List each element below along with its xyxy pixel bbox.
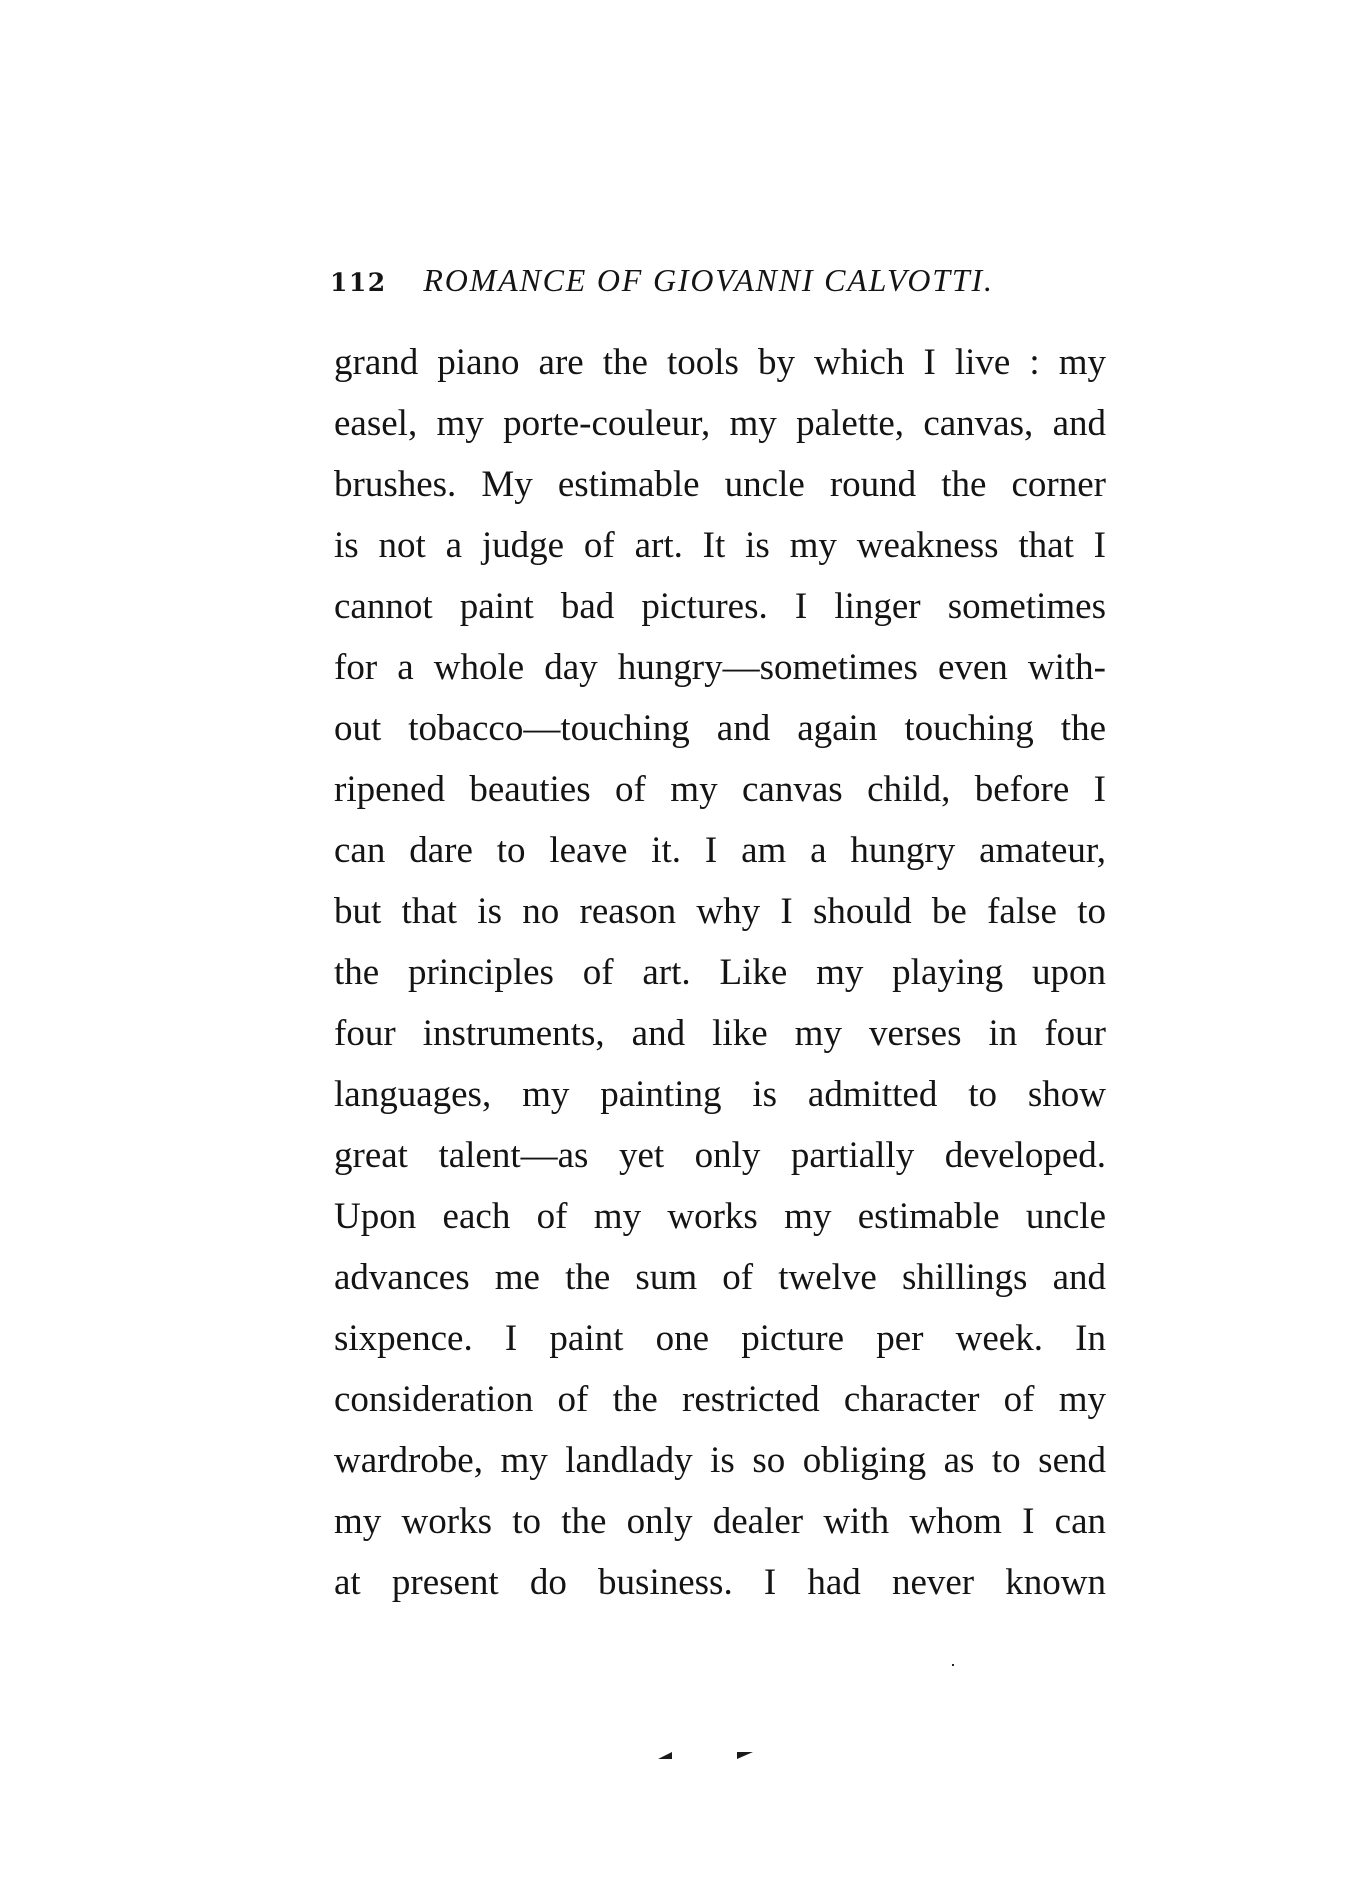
- text-line: for a whole day hungry—sometimes even with-: [334, 647, 1106, 688]
- text-line: out tobacco—touching and again touching the: [334, 708, 1106, 749]
- text-line: is not a judge of art. It is my weakness that I: [334, 525, 1106, 566]
- text-line: four instruments, and like my verses in four: [334, 1013, 1106, 1054]
- text-line: Upon each of my works my estimable uncle: [334, 1196, 1106, 1237]
- text-line: ripened beauties of my canvas child, before I: [334, 769, 1106, 810]
- running-title: ROMANCE OF GIOVANNI CALVOTTI.: [423, 262, 994, 298]
- text-line: consideration of the restricted character of my: [334, 1379, 1106, 1420]
- running-header: [330, 262, 1130, 299]
- text-line: cannot paint bad pictures. I linger sometimes: [334, 586, 1106, 627]
- text-line: wardrobe, my landlady is so obliging as to send: [334, 1440, 1106, 1481]
- text-line: sixpence. I paint one picture per week. In: [334, 1318, 1106, 1359]
- ink-speck: [952, 1664, 954, 1666]
- printer-mark-left: [658, 1752, 672, 1759]
- text-line: advances me the sum of twelve shillings and: [334, 1257, 1106, 1298]
- text-line: the principles of art. Like my playing upon: [334, 952, 1106, 993]
- text-line: brushes. My estimable uncle round the corner: [334, 464, 1106, 505]
- text-line: great talent—as yet only partially developed.: [334, 1135, 1106, 1176]
- body-text: [334, 332, 1106, 1613]
- text-line: my works to the only dealer with whom I can: [334, 1501, 1106, 1542]
- text-line: at present do business. I had never known: [334, 1562, 1106, 1603]
- text-line: languages, my painting is admitted to show: [334, 1074, 1106, 1115]
- printer-mark-right: [737, 1752, 753, 1759]
- text-line: easel, my porte-couleur, my palette, canvas, and: [334, 403, 1106, 444]
- text-line: grand piano are the tools by which I live : my: [334, 342, 1106, 383]
- text-line: can dare to leave it. I am a hungry amateur,: [334, 830, 1106, 871]
- text-line: but that is no reason why I should be false to: [334, 891, 1106, 932]
- page-number: 112: [330, 268, 387, 297]
